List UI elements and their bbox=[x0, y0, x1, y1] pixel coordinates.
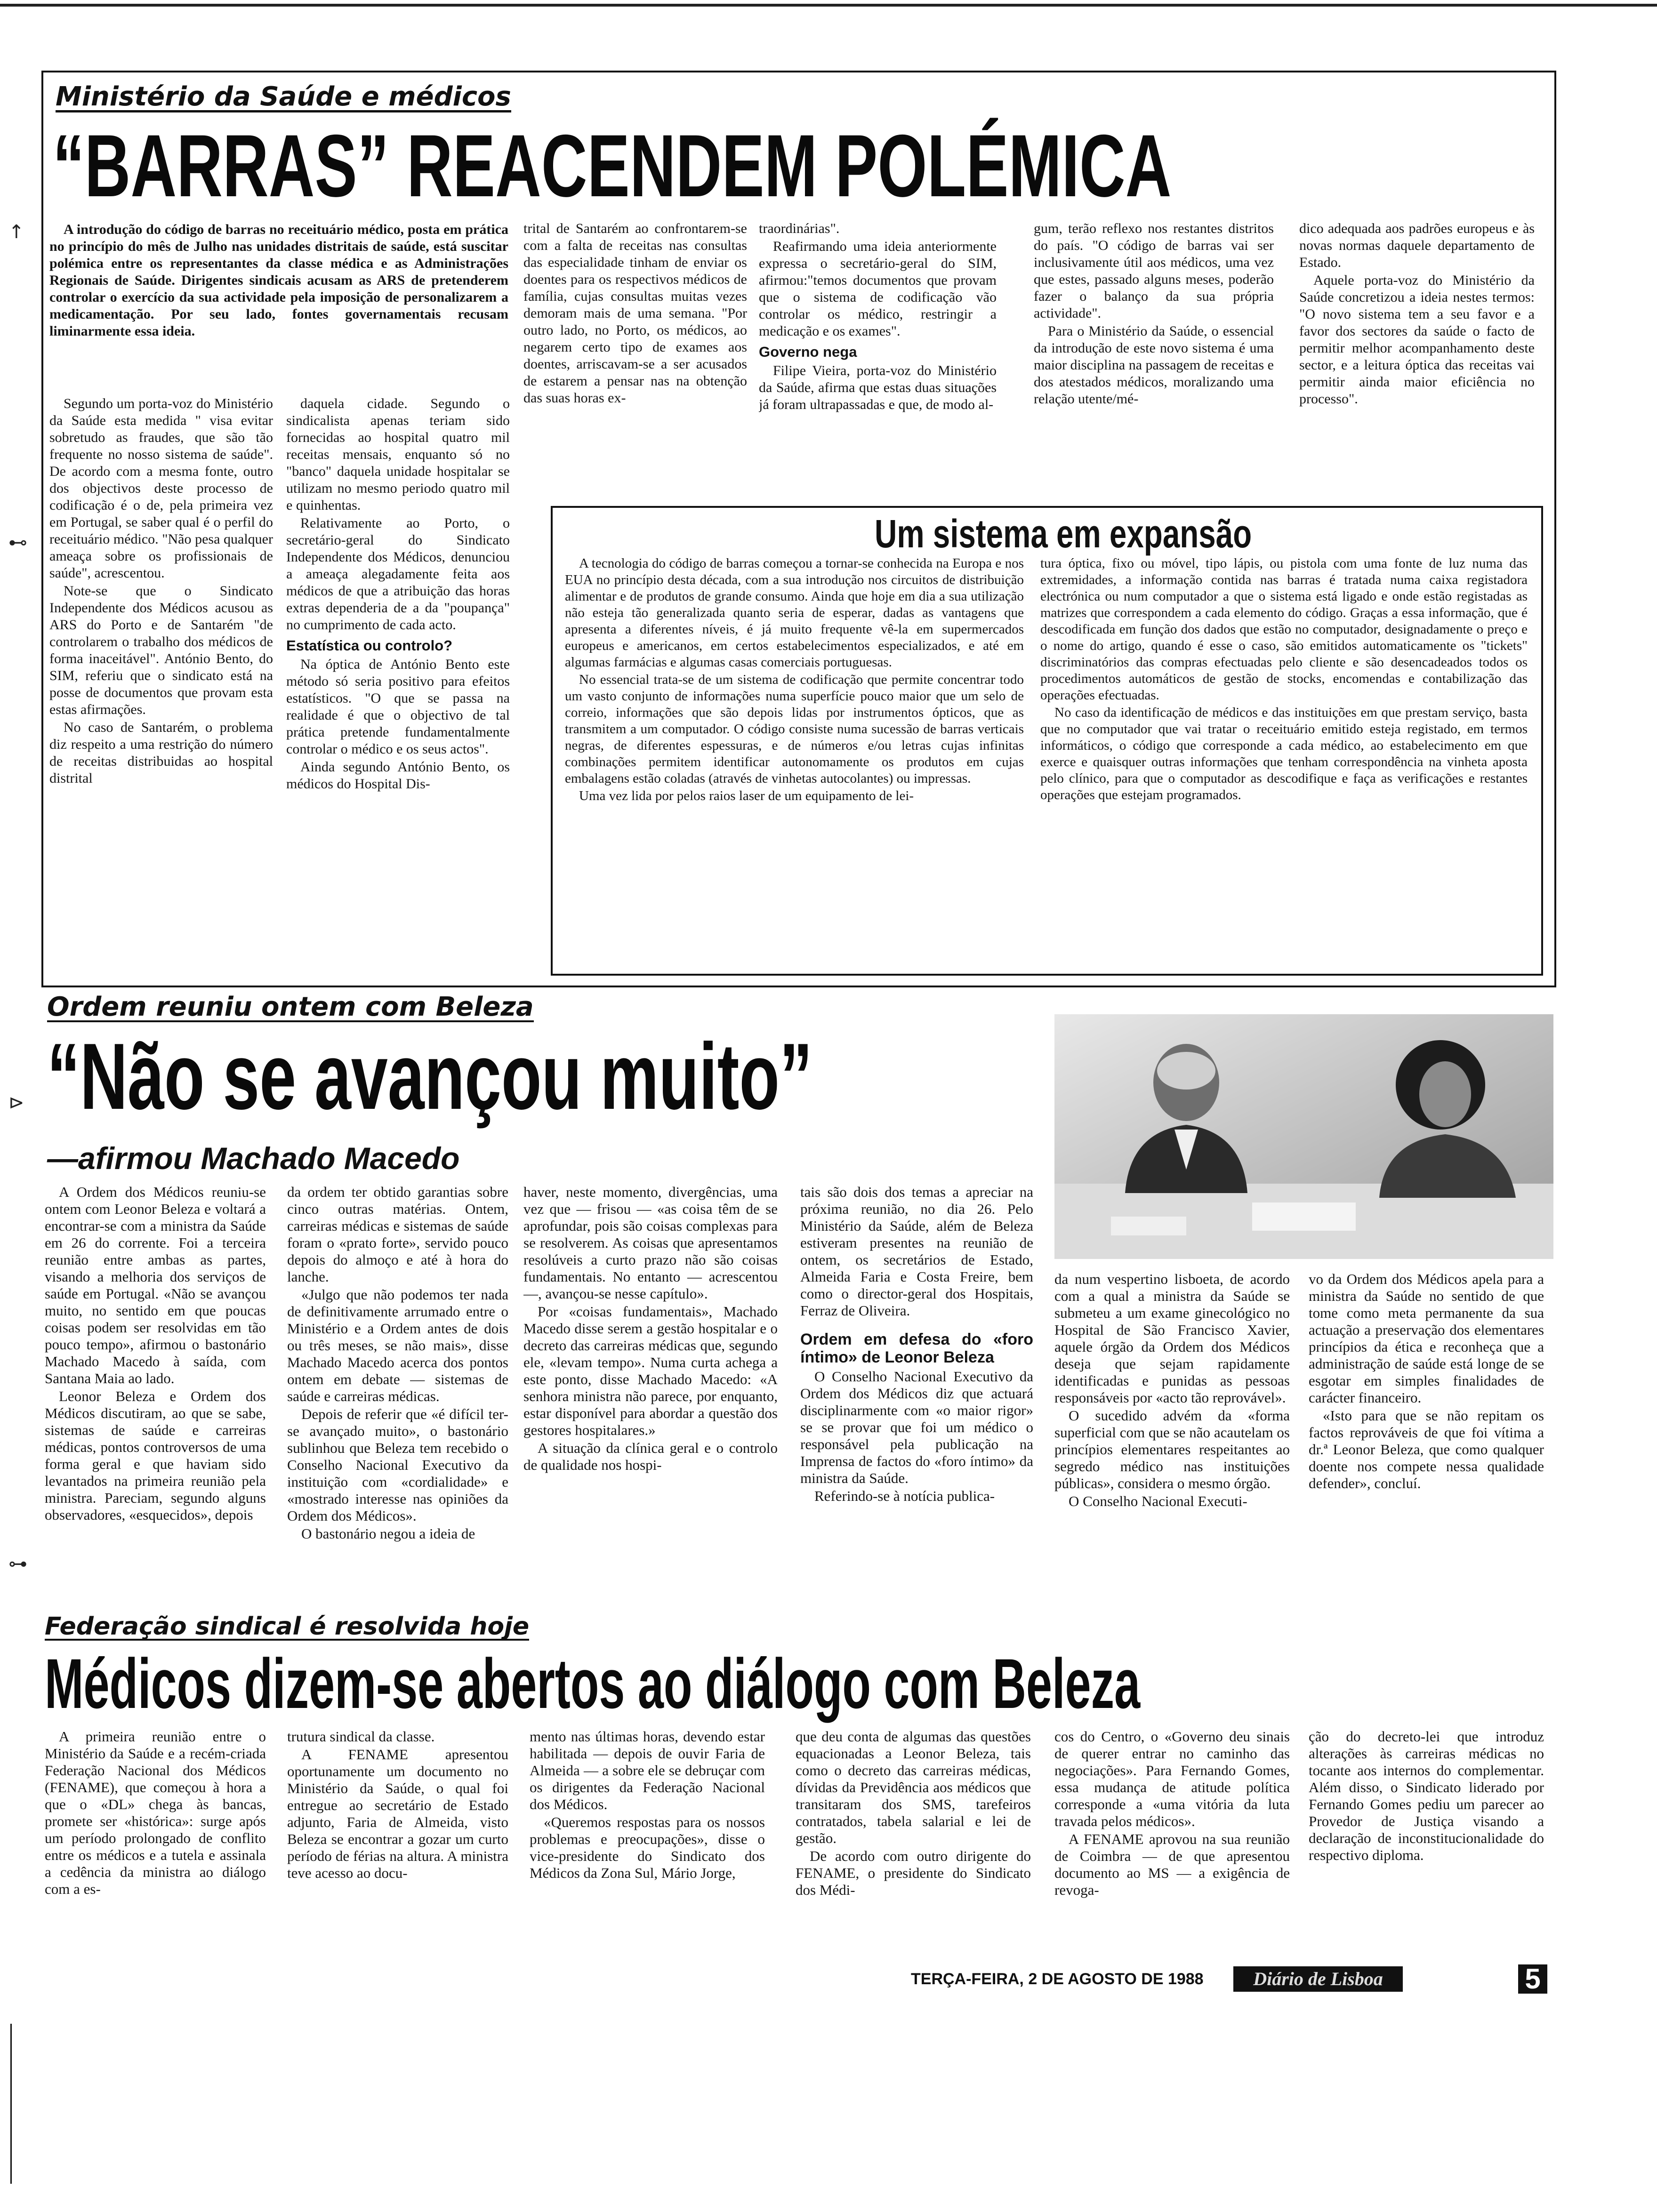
paragraph: No caso de Santarém, o problema diz respeito a uma restrição do número de receitas distribuidas ao hospital distrital bbox=[49, 720, 273, 786]
article-barras-column-3 bbox=[523, 220, 747, 498]
article-barras-column-1 bbox=[49, 395, 273, 960]
top-rule bbox=[0, 4, 1657, 7]
meeting-photo bbox=[1054, 1014, 1553, 1259]
subhead-ordem-em-defesa: Ordem em defesa do «foro íntimo» de Leonor Beleza bbox=[800, 1330, 1033, 1366]
paragraph: De acordo com outro dirigente do FENAME, o presidente do Sindicato dos Médi- bbox=[796, 1848, 1031, 1898]
left-edge-rule bbox=[10, 2024, 12, 2184]
article-federacao-column-2 bbox=[287, 1728, 508, 1931]
paragraph: «Julgo que não podemos ter nada de definitivamente arrumado entre o Ministério e a Ordem antes de dois ou três meses, se não mais», disse Machado Macedo acerca dos pontos ontem em debate — sistemas de saúde e carreiras médicas. bbox=[287, 1286, 508, 1404]
article-ordem-column-4 bbox=[800, 1184, 1033, 1607]
article-ordem-column-1 bbox=[45, 1184, 266, 1607]
article-federacao-column-6 bbox=[1309, 1728, 1544, 1931]
paragraph: Leonor Beleza e Ordem dos Médicos discutiram, ao que se sabe, sistemas de saúde e carreiras médicas, pontos controversos de uma forma geral e que haviam sido levantados na primeira reunião pela ministra. Pareciam, segundo alguns observadores, «esquecidos», depois bbox=[45, 1388, 266, 1523]
paragraph: haver, neste momento, divergências, uma vez que — frisou — «as coisa têm de se aprofundar, pois são coisas complexas para se resolverem. As coisas que apresentamos resolúveis a curto prazo não são coisas fundamentais. No entanto — acrescentou —, avançou-se nesse capítulo». bbox=[523, 1184, 778, 1302]
paragraph: A primeira reunião entre o Ministério da Saúde e a recém-criada Federação Nacional dos Médicos (FENAME), que começou à hora a que o «DL» chega às bancas, promete ser «histórica»: surge após um período prolongado de conflito entre os médicos e a tutela e assinala a cedência da ministra ao diálogo com a es- bbox=[45, 1728, 266, 1897]
paragraph: «Queremos respostas para os nossos problemas e preocupações», disse o vice-presidente do Sindicato dos Médicos da Zona Sul, Mário Jorge, bbox=[530, 1814, 765, 1881]
paragraph: Na óptica de António Bento este método só seria positivo para efeitos estatísticos. "O que se passa na realidade é que o objectivo de tal prática pretende fundamentalmente controlar o médico e os seus actos". bbox=[286, 657, 510, 757]
paragraph: Reafirmando uma ideia anteriormente expressa o secretário-geral do SIM, afirmou:"temos documentos que provam que o sistema de codificação vão controlar os médico, restringir a medicação e os exames". bbox=[759, 239, 997, 339]
paragraph: A tecnologia do código de barras começou a tornar-se conhecida na Europa e nos EUA no princípio desta década, com a sua introdução nos circuitos de distribuição alimentar e de produtos de grande consumo. Ainda que hoje em dia a sua utilização não esteja tão generalizada quanto seria de esperar, dadas as vantagens que apresenta a diferentes níveis, é já muito frequente vê-la em supermercados europeus e americanos, em certos estabelecimentos especializados, e até em algumas farmácias e algumas casas comerciais portuguesas. bbox=[565, 556, 1024, 670]
margin-mark: ⊷ bbox=[8, 532, 27, 553]
paragraph: Referindo-se à notícia publica- bbox=[814, 1488, 995, 1504]
article-ordem-column-2 bbox=[287, 1184, 508, 1607]
article-federacao-headline: Médicos dizem-se abertos ao diálogo com Beleza bbox=[45, 1644, 1141, 1723]
article-federacao-column-1 bbox=[45, 1728, 266, 1931]
article-barras-headline: “BARRAS” REACENDEM POLÉMICA bbox=[53, 116, 1172, 215]
paragraph: Depois de referir que «é difícil ter-se avançado muito», o bastonário sublinhou que Beleza tem recebido o Conselho Nacional Executivo da instituição com «cordialidade» e «mostrado interesse nas opiniões da Ordem dos Médicos». bbox=[287, 1406, 508, 1524]
paragraph: trutura sindical da classe. bbox=[287, 1728, 435, 1745]
article-barras-column-2 bbox=[286, 395, 510, 960]
paragraph: cos do Centro, o «Governo deu sinais de querer entrar no caminho das negociações». Para Fernando Gomes, essa mudança de atitude política corresponde a «uma vitória da luta travada pelos médicos». bbox=[1054, 1728, 1290, 1829]
paragraph: tura óptica, fixo ou móvel, tipo lápis, ou pistola com uma fonte de luz numa das extremidades, a informação contida nas barras é tratada numa caixa registadora electrónica ou num computador a que o sistema está ligado e onde estão registadas as matrizes que correspondem a cada elemento do código. Graças a essa informação, que é descodificada em função dos dados que estão no computador, designadamente o preço e o nome do artigo, quando é esse o caso, são emitidos automaticamente os "tickets" discriminatórios das compras efectuadas pelo cliente e são desencadeados todos os procedimentos automáticos de gestão de stocks, encomendas e contabilização das operações efectuadas. bbox=[1040, 556, 1528, 703]
article-barras-column-5 bbox=[1034, 220, 1274, 498]
paragraph: A FENAME apresentou oportunamente um documento no Ministério da Saúde, o qual foi entregue ao secretário de Estado adjunto, Faria de Almeida, visto Beleza se encontrar a gozar um curto período de férias na altura. A ministra teve acesso ao docu- bbox=[287, 1746, 508, 1881]
paragraph: Aquele porta-voz do Ministério da Saúde concretizou a ideia nestes termos: "O novo sistema tem a seu favor e a favor dos sectores da saúde o facto de permitir melhor acompanhamento deste sector, e a leitura óptica das receitas vai permitir ainda maior eficiência no processo". bbox=[1299, 272, 1535, 407]
paragraph: A FENAME aprovou na sua reunião de Coimbra — de que apresentou documento ao MS — a exigência de revoga- bbox=[1054, 1831, 1290, 1898]
paragraph: daquela cidade. Segundo o sindicalista apenas teriam sido fornecidas ao hospital quatro mil receitas mensais, enquanto só no "banco" daquela unidade hospitalar se utilizam no mesmo periodo quatro mil e quinhentas. bbox=[286, 396, 510, 513]
article-federacao-column-5 bbox=[1054, 1728, 1290, 1931]
article-ordem-column-3 bbox=[523, 1184, 778, 1607]
article-federacao-column-4 bbox=[796, 1728, 1031, 1931]
paragraph: A situação da clínica geral e o controlo de qualidade nos hospi- bbox=[523, 1440, 778, 1473]
paragraph: Por «coisas fundamentais», Machado Macedo disse serem a gestão hospitalar e o decreto das carreiras médicas que, segundo ele, «levam tempo». Numa curta achega a este ponto, disse Machado Macedo: «A senhora ministra não parece, por enquanto, estar disponível para abordar a questão dos gestores hospitalares.» bbox=[523, 1303, 778, 1438]
inset-column-2 bbox=[1040, 555, 1528, 965]
paragraph: Relativamente ao Porto, o secretário-geral do Sindicato Independente dos Médicos, denunciou a ameaça alegadamente feita aos médicos de que a atribuição das horas extras dependeria de a da "poupança" no cumprimento de cada acto. bbox=[286, 515, 510, 633]
paragraph: Uma vez lida por pelos raios laser de um equipamento de lei- bbox=[579, 788, 914, 803]
masthead-logo: Diário de Lisboa bbox=[1233, 1966, 1403, 1992]
paragraph: Ainda segundo António Bento, os médicos do Hospital Dis- bbox=[286, 759, 510, 792]
page-number: 5 bbox=[1518, 1964, 1547, 1994]
paragraph: No essencial trata-se de um sistema de codificação que permite concentrar todo um vasto conjunto de informações numa superfície pouco maior que um selo de correio, informações que são depois lidas por instrumentos ópticos, que as transmitem a um computador. O código consiste numa sucessão de barras verticais negras, de diferentes espessuras, e de números e/ou letras cujas infinitas combinações permitem identificar autonomamente os produtos em cujas embalagens estão coladas (através de vinhetas autocolantes) ou impressas. bbox=[565, 672, 1024, 786]
subhead-governo-nega: Governo nega bbox=[759, 344, 857, 360]
issue-date: TERÇA-FEIRA, 2 DE AGOSTO DE 1988 bbox=[911, 1970, 1204, 1988]
paragraph: da ordem ter obtido garantias sobre cinco outras matérias. Ontem, carreiras médicas e sistemas de saúde foram o «prato forte», servido pouco depois do almoço e até à hora do lanche. bbox=[287, 1184, 508, 1285]
paragraph: traordinárias". bbox=[759, 221, 840, 236]
paragraph: A Ordem dos Médicos reuniu-se ontem com Leonor Beleza e voltará a encontrar-se com a ministra da Saúde em 26 do corrente. Foi a terceira reunião entre ambas as partes, visando a melhoria dos serviços de saúde em Portugal. «Não se avançou muito, no sentido em que poucas coisas podem ser resolvidas em tão pouco tempo», afirmou o bastonário Machado Macedo à saída, com Santana Maia ao lado. bbox=[45, 1184, 266, 1387]
paragraph: trital de Santarém ao confrontarem-se com a falta de receitas nas consultas das especialidade tinham de enviar os doentes para os respectivos médicos de família, cujas consultas muitas vezes demoram mais de uma semana. "Por outro lado, no Porto, os médicos, ao negarem certo tipo de exames aos doentes, arriscavam-se a ser acusados de estarem a pensar nas na obtenção das suas horas ex- bbox=[523, 221, 747, 406]
paragraph: Filipe Vieira, porta-voz do Ministério da Saúde, afirma que estas duas situações já foram ultrapassadas e que, de modo al- bbox=[759, 363, 997, 412]
article-ordem-kicker: Ordem reuniu ontem com Beleza bbox=[47, 992, 534, 1022]
inset-title: Um sistema em expansão bbox=[875, 512, 1252, 556]
paragraph: dico adequada aos padrões europeus e às novas normas daquele departamento de Estado. bbox=[1299, 221, 1535, 270]
margin-mark: ⊶ bbox=[8, 1553, 27, 1575]
paragraph: da num vespertino lisboeta, de acordo com a qual a ministra da Saúde se submeteu a um exame ginecológico no Hospital de São Francisco Xavier, aquele órgão da Ordem dos Médicos deseja que sejam rapidamente identificadas e punidas as pessoas responsáveis por «acto tão reprovável». bbox=[1054, 1271, 1290, 1406]
article-ordem-byline: —afirmou Machado Macedo bbox=[47, 1141, 460, 1176]
paragraph: Segundo um porta-voz do Ministério da Saúde esta medida " visa evitar sobretudo as fraudes, que são tão frequente no nosso sistema de saúde". De acordo com a mesma fonte, outro dos objectivos deste processo de codificação é o de, pela primeira vez em Portugal, se saber qual é o perfil do receituário médico. "Não pesa qualquer ameaça sobre os profissionais de saúde", acrescentou. bbox=[49, 396, 273, 581]
paragraph: O bastonário negou a ideia de bbox=[301, 1525, 475, 1542]
paragraph: O sucedido advém da «forma superficial com que se não acautelam os princípios elementares respeitantes ao segredo médico nas instituições públicas», considera o mesmo órgão. bbox=[1054, 1407, 1290, 1491]
paragraph: O Conselho Nacional Executivo da Ordem dos Médicos diz que actuará disciplinarmente com «o maior rigor» se se provar que foi um médico o responsável pela publicação na Imprensa de factos do «foro íntimo» da ministra da Saúde. bbox=[800, 1368, 1033, 1486]
article-ordem-headline: “Não se avançou muito” bbox=[47, 1024, 812, 1129]
paragraph: mento nas últimas horas, devendo estar habilitada — depois de ouvir Faria de Almeida — a sobre ele se debruçar com os dirigentes da Federação Nacional dos Médicos. bbox=[530, 1728, 765, 1812]
article-barras-column-6 bbox=[1299, 220, 1535, 498]
paragraph: Note-se que o Sindicato Independente dos Médicos acusou as ARS do Porto e de Santarém "de controlarem o trabalho dos médicos de forma inaceitável". António Bento, do SIM, referiu que o sindicato está na posse de documentos que provam esta estas afirmações. bbox=[49, 583, 273, 717]
margin-mark: ⊳ bbox=[8, 1092, 24, 1114]
article-barras-column-4 bbox=[759, 220, 997, 498]
article-barras-kicker: Ministério da Saúde e médicos bbox=[56, 81, 511, 112]
paragraph: gum, terão reflexo nos restantes distritos do país. "O código de barras vai ser inclusivamente útil aos médicos, uma vez que estes, passado alguns meses, poderão fazer o balanço da sua própria actividade". bbox=[1034, 221, 1274, 321]
article-barras-lead bbox=[49, 221, 508, 391]
article-federacao-kicker: Federação sindical é resolvida hoje bbox=[45, 1612, 530, 1641]
article-federacao-column-3 bbox=[530, 1728, 765, 1931]
margin-mark: ↑ bbox=[8, 221, 24, 243]
paragraph: «Isto para que se não repitam os factos reprováveis de que foi vítima a dr.ª Leonor Beleza, que como qualquer doente nos compete nessa qualidade defender», concluí. bbox=[1309, 1407, 1544, 1491]
paragraph: vo da Ordem dos Médicos apela para a ministra da Saúde no sentido de que tome como meta permanente da sua actuação a preservação dos elementares princípios da ética e reconheça que a administração de saúde está longe de se esgotar em simples finalidades de carácter financeiro. bbox=[1309, 1271, 1544, 1406]
paragraph: Para o Ministério da Saúde, o essencial da introdução de este novo sistema é uma maior disciplina na passagem de receitas e dos atestados médicos, moralizando uma relação utente/mé- bbox=[1034, 323, 1274, 407]
paragraph: No caso da identificação de médicos e das instituições em que prestam serviço, basta que no computador que vai tratar o receituário emitido esteja registado, em termos informáticos, o código que corresponde a cada médico, ao estabelecimento em que exerce e quaisquer outras informações que tenham correspondência na vinheta aposta pelo clínico, para que o computador as descodifique e faça as verificações e restantes operações que estejam programados. bbox=[1040, 705, 1528, 802]
paragraph: O Conselho Nacional Executi- bbox=[1069, 1493, 1247, 1509]
subhead-estatistica: Estatística ou controlo? bbox=[286, 637, 453, 654]
lead-paragraph: A introdução do código de barras no receituário médico, posta em prática no princípio do mês de Julho nas unidades distritais de saúde, está suscitar polémica entre os representantes da classe médica e as Administrações Regionais de Saúde. Dirigentes sindicais acusam as ARS de pretenderem controlar o exercício da sua actividade pela imposição de personalizarem a medicamentação. Por seu lado, fontes governamentais recusam liminarmente essa ideia. bbox=[49, 222, 508, 339]
article-ordem-column-6 bbox=[1309, 1271, 1544, 1610]
meeting-photo-illustration bbox=[1054, 1014, 1553, 1259]
inset-column-1 bbox=[565, 555, 1024, 965]
paragraph: ção do decreto-lei que introduz alterações às carreiras médicas no tocante aos internos do complementar. Além disso, o Sindicato liderado por Fernando Gomes pediu um parecer ao Provedor de Justiça visando a declaração de inconstitucionalidade do respectivo diploma. bbox=[1309, 1728, 1544, 1863]
paragraph: que deu conta de algumas das questões equacionadas a Leonor Beleza, tais como o decreto das carreiras médicas, dívidas da Previdência aos médicos que transitaram dos SMS, tarefeiros contratados, tabela salarial e lei de gestão. bbox=[796, 1728, 1031, 1846]
paragraph: tais são dois dos temas a apreciar na próxima reunião, no dia 26. Pelo Ministério da Saúde, além de Beleza estiveram presentes na reunião de ontem, os secretários de Estado, Almeida Faria e Costa Freire, bem como o director-geral dos Hospitais, Ferraz de Oliveira. bbox=[800, 1184, 1033, 1319]
article-ordem-column-5 bbox=[1054, 1271, 1290, 1610]
